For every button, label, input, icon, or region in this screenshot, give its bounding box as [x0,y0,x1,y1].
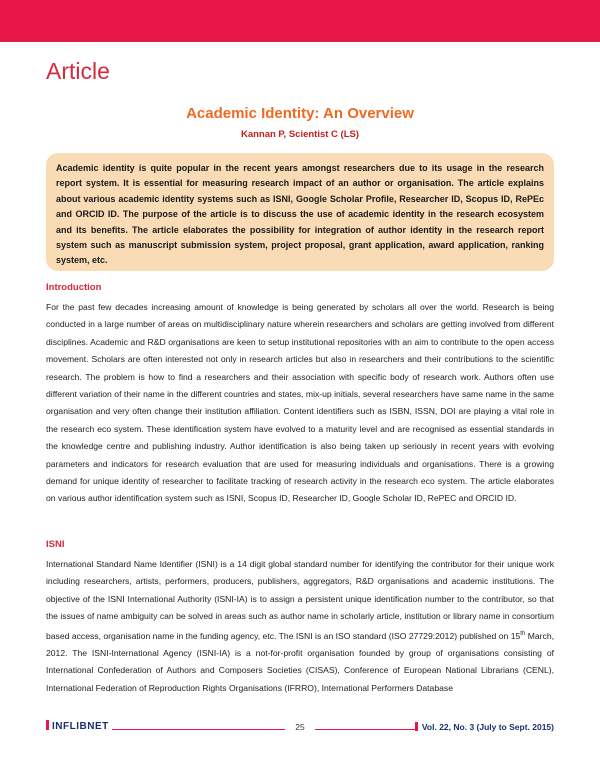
article-title: Academic Identity: An Overview [186,105,414,122]
article-author: Kannan P, Scientist C (LS) [240,129,360,140]
abstract-text: Academic identity is quite popular in the recent years amongst researchers due to its usage in the research report system. It is essential for measuring research impact of an author or organisation. The article explains about various academic identity systems such as ISNI, Google Scholar Profile, Researcher ID, Scopus ID, RePEc and ORCID ID. The purpose of the article is to discuss the use of academic identity in the research ecosystem and its benefits. The article elaborates the possibility for integration of author identity in the research report system such as manuscript submission system, project proposal, grant application, award application, ranking system, etc. [56,163,544,266]
footer-volume [415,722,554,732]
isni-heading: ISNI [46,539,65,550]
abstract-box [46,153,554,271]
isni-text-part2: March, 2012. The ISNI-International Agency (ISNI-IA) is a not-for-profit organisation founded by group of organisations consisting of International Confederation of Authors and Composers Societies (CISAS), Conference of European National Librarians (CENL), International Federation of Reproduction Rights Organisations (IFRRO), International Performers Database [46,630,555,693]
footer-logo [46,720,109,732]
section-label: Article [46,58,110,84]
footer-volume-text: Vol. 22, No. 3 (July to Sept. 2015) [421,722,554,732]
isni-text-part1: International Standard Name Identifier (ISNI) is a 14 digit global standard number for identifying the contributor for their unique work including researchers, artists, performers, producers, publishers, aggregators, R&D organisations and academic institutions. The objective of the ISNI International Authority (ISNI-IA) is to assign a persistent unique identification number to the contributor, so that the issues of name ambiguity can be solved in areas such as author name in scholarly article, institution or library name in consortium based access, organisation name in the funding agency, etc. The ISNI is an ISO standard (ISO 27729:2012) published on 15 [46,559,554,641]
footer-volume-bar-icon [415,722,418,731]
header-color-bar [0,0,600,42]
introduction-paragraph: For the past few decades increasing amount of knowledge is being generated by scholars all over the world. Research is being conducted in a large number of areas on multidisciplinary nature wherein researchers and scholars are getting involved from different disciplines. Academic and R&D organisations are keen to setup institutional repositories with an aim to contribute to the open access movement. Scholars are often interested not only in research articles but also in researchers and their contributions to the scientific research. The problem is how to find a researchers and their association with specific body of research work. Authors often use different variation of their name in the different countries and states, mix-up initials, several researchers have same name in the same organisation and very often change their institution affiliation. Content identifiers such as ISBN, ISSN, DOI are playing a vital role in the research eco system. These identification system have evolved to a maturity level and are recognised as essential standards in the knowledge centre and publishing industry. Author identification is also being taken up seriously in recent years with evolving parameters and indicators for research evaluation that are used for measuring individuals and organisations. There is a growing demand for unique identity of researcher to facilitate tracking of research activity in the research eco system. The article elaborates on various author identification system such as ISNI, Scopus ID, Researcher ID, Google Scholar ID, RePEC and ORCID ID. [46,302,554,504]
page-number: 25 [285,722,315,732]
footer-rule [112,729,417,730]
footer-logo-bar-icon [46,720,49,730]
isni-paragraph [46,556,554,697]
footer-logo-text: INFLIBNET [52,721,109,732]
introduction-heading: Introduction [46,282,102,293]
isni-superscript: th [520,630,526,637]
